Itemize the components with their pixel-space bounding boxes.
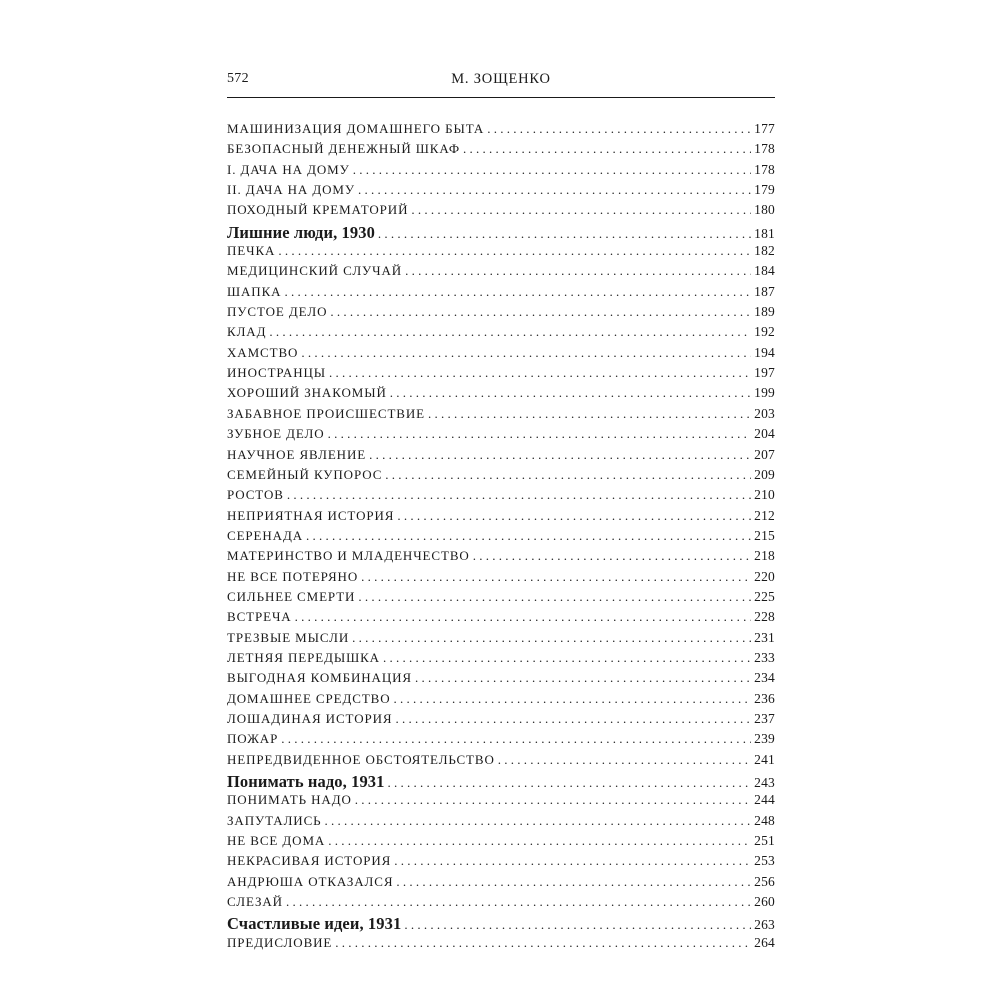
dot-leader <box>325 813 752 829</box>
toc-entry-page: 177 <box>754 121 775 136</box>
toc-entry-page: 212 <box>754 507 775 523</box>
dot-leader <box>358 182 751 198</box>
toc-entry <box>227 691 775 711</box>
toc-entry-title: НАУЧНОЕ ЯВЛЕНИЕ <box>227 446 367 462</box>
dot-leader <box>498 752 751 768</box>
toc-entry-page: 264 <box>754 934 775 950</box>
dot-leader <box>385 467 751 483</box>
dot-leader <box>286 894 751 910</box>
toc-entry-page: 187 <box>754 283 775 299</box>
toc-entry-page: 260 <box>754 894 775 910</box>
toc-entry-title: РОСТОВ <box>227 487 284 503</box>
toc-entry <box>227 447 775 467</box>
toc-entry-title: ПОХОДНЫЙ КРЕМАТОРИЙ <box>227 202 409 218</box>
toc-entry <box>227 202 775 222</box>
toc-entry <box>227 833 775 853</box>
dot-leader <box>388 775 752 791</box>
toc-entry <box>227 609 775 629</box>
toc-entry <box>227 467 775 487</box>
toc-entry-page: 225 <box>754 588 775 604</box>
dot-leader <box>278 243 751 259</box>
toc-entry-page: 199 <box>754 385 775 401</box>
toc-entry-page: 203 <box>754 405 775 421</box>
dot-leader <box>395 711 751 727</box>
toc-section-heading <box>227 914 775 934</box>
toc-entry <box>227 528 775 548</box>
dot-leader <box>269 324 751 340</box>
toc-entry-title: СЛЕЗАЙ <box>227 894 283 910</box>
dot-leader <box>287 487 751 503</box>
toc-entry-title: ТРЕЗВЫЕ МЫСЛИ <box>227 629 350 645</box>
dot-leader <box>353 162 751 178</box>
dot-leader <box>329 365 751 381</box>
toc-entry-page: 207 <box>754 446 775 462</box>
toc-entry-title: ЗУБНОЕ ДЕЛО <box>227 426 325 442</box>
toc-entry <box>227 853 775 873</box>
dot-leader <box>361 569 751 585</box>
toc-entry <box>227 324 775 344</box>
toc-entry-page: 239 <box>754 731 775 747</box>
toc-entry-title: II. ДАЧА НА ДОМУ <box>227 182 355 198</box>
toc-entry-page: 194 <box>754 344 775 360</box>
header-rule <box>227 97 775 98</box>
dot-leader <box>405 263 751 279</box>
toc-entry <box>227 487 775 507</box>
toc-entry <box>227 385 775 405</box>
toc-entry-page: 182 <box>754 243 775 259</box>
dot-leader <box>328 426 752 442</box>
toc-entry-title: БЕЗОПАСНЫЙ ДЕНЕЖНЫЙ ШКАФ <box>227 141 461 157</box>
toc-entry <box>227 935 775 955</box>
toc-entry-page: 228 <box>754 609 775 625</box>
toc-entry-title: ПОЖАР <box>227 731 279 747</box>
dot-leader <box>473 548 751 564</box>
toc-entry <box>227 182 775 202</box>
toc-entry <box>227 569 775 589</box>
toc-entry <box>227 345 775 365</box>
dot-leader <box>378 226 751 242</box>
toc-entry-title: I. ДАЧА НА ДОМУ <box>227 161 350 177</box>
running-head-author: М. ЗОЩЕНКО <box>451 71 551 87</box>
toc-entry <box>227 162 775 182</box>
toc-entry <box>227 670 775 690</box>
dot-leader <box>355 792 751 808</box>
toc-entry-page: 231 <box>754 629 775 645</box>
toc-entry-page: 236 <box>754 690 775 706</box>
toc-entry-page: 251 <box>754 833 775 849</box>
toc-entry <box>227 426 775 446</box>
toc-entry-title: ХОРОШИЙ ЗНАКОМЫЙ <box>227 385 387 401</box>
dot-leader <box>390 385 751 401</box>
toc-entry <box>227 548 775 568</box>
toc-entry-page: 248 <box>754 812 775 828</box>
toc-entry-page: 180 <box>754 202 775 218</box>
toc-section-heading <box>227 223 775 243</box>
toc-entry <box>227 874 775 894</box>
toc-entry-page: 178 <box>754 141 775 157</box>
toc-entry-page: 234 <box>754 670 775 686</box>
dot-leader <box>281 731 751 747</box>
toc-entry-title: ЛОШАДИНАЯ ИСТОРИЯ <box>227 710 393 726</box>
toc-entry-page: 218 <box>754 548 775 564</box>
toc-entry <box>227 508 775 528</box>
toc-entry-title: МАШИНИЗАЦИЯ ДОМАШНЕГО БЫТА <box>227 121 485 136</box>
toc-entry-page: 243 <box>754 775 775 790</box>
toc-entry-page: 210 <box>754 487 775 503</box>
table-of-contents <box>227 121 775 955</box>
toc-entry-title: НЕ ВСЕ ДОМА <box>227 833 326 849</box>
toc-entry-title: ШАПКА <box>227 283 282 299</box>
toc-entry-title: ЗАПУТАЛИСЬ <box>227 812 322 828</box>
dot-leader <box>306 528 751 544</box>
toc-entry-title: ПУСТОЕ ДЕЛО <box>227 304 328 320</box>
toc-entry-page: 233 <box>754 649 775 665</box>
toc-entry-page: 197 <box>754 365 775 381</box>
toc-entry <box>227 731 775 751</box>
toc-entry-title: Счастливые идеи, 1931 <box>227 914 402 934</box>
toc-entry-page: 215 <box>754 527 775 543</box>
toc-entry-page: 244 <box>754 792 775 808</box>
dot-leader <box>397 508 751 524</box>
dot-leader <box>394 691 752 707</box>
toc-entry-title: НЕПРЕДВИДЕННОЕ ОБСТОЯТЕЛЬСТВО <box>227 751 495 767</box>
dot-leader <box>284 284 751 300</box>
toc-entry <box>227 141 775 161</box>
dot-leader <box>328 833 751 849</box>
toc-entry-page: 241 <box>754 751 775 767</box>
toc-entry-title: МАТЕРИНСТВО И МЛАДЕНЧЕСТВО <box>227 548 470 564</box>
toc-entry-title: ВЫГОДНАЯ КОМБИНАЦИЯ <box>227 670 412 686</box>
toc-entry-page: 189 <box>754 304 775 320</box>
toc-entry-title: ПОНИМАТЬ НАДО <box>227 792 352 808</box>
toc-entry <box>227 792 775 812</box>
dot-leader <box>301 345 751 361</box>
dot-leader <box>295 609 752 625</box>
toc-entry-title: СЕМЕЙНЫЙ КУПОРОС <box>227 466 383 482</box>
toc-entry-title: АНДРЮША ОТКАЗАЛСЯ <box>227 873 394 889</box>
toc-entry <box>227 813 775 833</box>
toc-entry <box>227 630 775 650</box>
toc-entry-title: ЛЕТНЯЯ ПЕРЕДЫШКА <box>227 649 380 665</box>
toc-entry <box>227 589 775 609</box>
toc-entry-page: 184 <box>754 263 775 279</box>
toc-entry-title: НЕ ВСЕ ПОТЕРЯНО <box>227 568 359 584</box>
toc-entry <box>227 284 775 304</box>
toc-entry <box>227 752 775 772</box>
toc-entry <box>227 894 775 914</box>
toc-entry <box>227 711 775 731</box>
toc-entry-page: 181 <box>754 225 775 241</box>
toc-entry <box>227 406 775 426</box>
toc-entry <box>227 263 775 283</box>
toc-entry-title: КЛАД <box>227 324 267 340</box>
toc-entry-title: ВСТРЕЧА <box>227 609 292 625</box>
toc-entry-title: ЗАБАВНОЕ ПРОИСШЕСТВИЕ <box>227 405 426 421</box>
toc-entry <box>227 650 775 670</box>
toc-entry-title: НЕКРАСИВАЯ ИСТОРИЯ <box>227 853 392 869</box>
toc-entry-title: СЕРЕНАДА <box>227 527 304 543</box>
dot-leader <box>415 670 751 686</box>
toc-entry-title: ПРЕДИСЛОВИЕ <box>227 934 333 950</box>
dot-leader <box>428 406 751 422</box>
toc-entry-page: 204 <box>754 426 775 442</box>
toc-entry <box>227 365 775 385</box>
toc-entry-page: 237 <box>754 710 775 726</box>
toc-entry-page: 179 <box>754 182 775 198</box>
dot-leader <box>352 630 751 646</box>
dot-leader <box>369 447 751 463</box>
dot-leader <box>404 917 751 933</box>
dot-leader <box>358 589 751 605</box>
toc-entry-page: 178 <box>754 161 775 177</box>
toc-entry <box>227 243 775 263</box>
toc-entry-page: 192 <box>754 324 775 340</box>
toc-entry-title: НЕПРИЯТНАЯ ИСТОРИЯ <box>227 507 395 523</box>
toc-entry-title: ДОМАШНЕЕ СРЕДСТВО <box>227 690 391 706</box>
toc-entry-page: 256 <box>754 873 775 889</box>
dot-leader <box>463 141 751 157</box>
toc-entry-title: ХАМСТВО <box>227 344 299 360</box>
toc-entry-title: ПЕЧКА <box>227 243 276 259</box>
running-head <box>227 71 775 95</box>
toc-section-heading <box>227 772 775 792</box>
toc-entry-title: СИЛЬНЕЕ СМЕРТИ <box>227 588 356 604</box>
dot-leader <box>411 202 751 218</box>
dot-leader <box>396 874 751 890</box>
toc-entry <box>227 304 775 324</box>
toc-entry-title: МЕДИЦИНСКИЙ СЛУЧАЙ <box>227 263 403 279</box>
page-number: 572 <box>227 71 249 86</box>
toc-entry-page: 209 <box>754 466 775 482</box>
toc-entry-title: ИНОСТРАНЦЫ <box>227 365 327 381</box>
dot-leader <box>383 650 751 666</box>
toc-entry <box>227 121 775 141</box>
dot-leader <box>335 935 751 951</box>
dot-leader <box>487 121 751 137</box>
toc-entry-page: 220 <box>754 568 775 584</box>
toc-entry-page: 253 <box>754 853 775 869</box>
toc-entry-page: 263 <box>754 917 775 933</box>
toc-entry-title: Лишние люди, 1930 <box>227 222 375 242</box>
toc-entry-title: Понимать надо, 1931 <box>227 772 385 791</box>
dot-leader <box>394 853 751 869</box>
dot-leader <box>330 304 751 320</box>
